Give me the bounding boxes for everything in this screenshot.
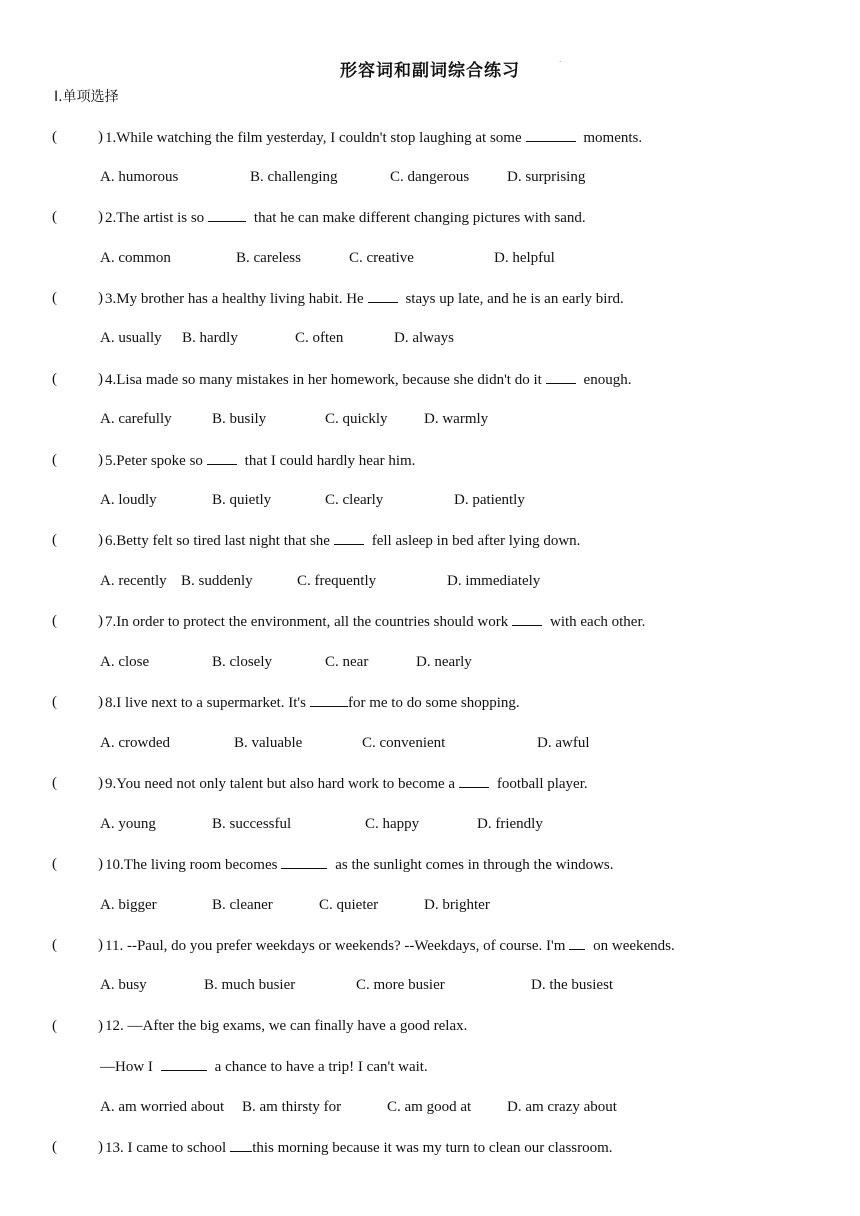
question-stem: 13. I came to school this morning because it was my turn to clean our classroom. xyxy=(105,1136,613,1159)
answer-paren-close: ) xyxy=(98,290,103,306)
option-a[interactable]: A. loudly xyxy=(100,492,157,508)
option-b[interactable]: B. am thirsty for xyxy=(242,1099,342,1115)
option-c[interactable]: C. near xyxy=(325,654,369,670)
option-d[interactable]: D. friendly xyxy=(477,816,543,832)
option-a[interactable]: A. close xyxy=(100,654,150,670)
question-10 xyxy=(0,853,860,875)
answer-paren-open: ( xyxy=(52,532,57,548)
answer-paren-close: ) xyxy=(98,452,103,468)
option-c[interactable]: C. quickly xyxy=(325,411,388,427)
option-b[interactable]: B. suddenly xyxy=(181,573,253,589)
section-heading: Ⅰ.单项选择 xyxy=(54,89,119,105)
option-a[interactable]: A. bigger xyxy=(100,897,157,913)
option-b[interactable]: B. closely xyxy=(212,654,272,670)
question-1 xyxy=(0,126,860,148)
options-2 xyxy=(0,247,860,269)
answer-paren-close: ) xyxy=(98,129,103,145)
option-c[interactable]: C. frequently xyxy=(297,573,377,589)
answer-blank[interactable] xyxy=(526,126,576,142)
answer-blank[interactable] xyxy=(230,1136,252,1152)
option-b[interactable]: B. cleaner xyxy=(212,897,273,913)
answer-paren-close: ) xyxy=(98,775,103,791)
answer-paren-open: ( xyxy=(52,290,57,306)
answer-blank[interactable] xyxy=(334,529,364,545)
options-8 xyxy=(0,732,860,754)
question-stem: 5.Peter spoke so that I could hardly hear him. xyxy=(105,449,415,472)
answer-paren-close: ) xyxy=(98,1139,103,1155)
option-d[interactable]: D. surprising xyxy=(507,169,586,185)
question-12-continuation xyxy=(0,1055,860,1077)
option-d[interactable]: D. helpful xyxy=(494,250,555,266)
answer-paren-close: ) xyxy=(98,856,103,872)
option-a[interactable]: A. busy xyxy=(100,977,147,993)
options-7 xyxy=(0,651,860,673)
question-13 xyxy=(0,1136,860,1158)
dialogue-line: —How I a chance to have a trip! I can't wait. xyxy=(100,1055,428,1078)
option-d[interactable]: D. awful xyxy=(537,735,590,751)
option-d[interactable]: D. immediately xyxy=(447,573,541,589)
answer-paren-open: ( xyxy=(52,856,57,872)
answer-paren-close: ) xyxy=(98,371,103,387)
answer-blank[interactable] xyxy=(368,287,398,303)
option-d[interactable]: D. am crazy about xyxy=(507,1099,617,1115)
option-c[interactable]: C. am good at xyxy=(387,1099,472,1115)
question-stem: 9.You need not only talent but also hard work to become a football player. xyxy=(105,772,588,795)
answer-blank[interactable] xyxy=(569,934,585,950)
option-b[interactable]: B. much busier xyxy=(204,977,296,993)
question-5 xyxy=(0,449,860,471)
option-b[interactable]: B. careless xyxy=(236,250,301,266)
question-stem: 2.The artist is so that he can make different changing pictures with sand. xyxy=(105,206,586,229)
answer-paren-open: ( xyxy=(52,129,57,145)
option-b[interactable]: B. quietly xyxy=(212,492,272,508)
option-a[interactable]: A. crowded xyxy=(100,735,170,751)
answer-paren-close: ) xyxy=(98,694,103,710)
answer-blank[interactable] xyxy=(208,206,246,222)
answer-paren-open: ( xyxy=(52,613,57,629)
option-c[interactable]: C. clearly xyxy=(325,492,384,508)
question-stem: 8.I live next to a supermarket. It's for me to do some shopping. xyxy=(105,691,520,714)
question-11 xyxy=(0,934,860,956)
option-c[interactable]: C. dangerous xyxy=(390,169,470,185)
option-b[interactable]: B. valuable xyxy=(234,735,303,751)
options-4 xyxy=(0,408,860,430)
answer-paren-open: ( xyxy=(52,209,57,225)
answer-blank[interactable] xyxy=(207,449,237,465)
option-d[interactable]: D. brighter xyxy=(424,897,490,913)
option-a[interactable]: A. usually xyxy=(100,330,162,346)
question-2 xyxy=(0,206,860,228)
question-stem: 4.Lisa made so many mistakes in her homework, because she didn't do it enough. xyxy=(105,368,631,391)
answer-paren-close: ) xyxy=(98,613,103,629)
options-9 xyxy=(0,813,860,835)
option-a[interactable]: A. common xyxy=(100,250,171,266)
answer-paren-close: ) xyxy=(98,209,103,225)
options-5 xyxy=(0,489,860,511)
question-7 xyxy=(0,610,860,632)
answer-paren-open: ( xyxy=(52,452,57,468)
answer-paren-open: ( xyxy=(52,937,57,953)
option-a[interactable]: A. young xyxy=(100,816,156,832)
option-d[interactable]: D. always xyxy=(394,330,454,346)
question-stem: 12. —After the big exams, we can finally have a good relax. xyxy=(105,1018,468,1034)
option-d[interactable]: D. the busiest xyxy=(531,977,614,993)
option-d[interactable]: D. patiently xyxy=(454,492,525,508)
options-3 xyxy=(0,327,860,349)
question-9 xyxy=(0,772,860,794)
option-c[interactable]: C. convenient xyxy=(362,735,446,751)
question-3 xyxy=(0,287,860,309)
answer-paren-close: ) xyxy=(98,1018,103,1034)
question-stem: 3.My brother has a healthy living habit. He stays up late, and he is an early bird. xyxy=(105,287,624,310)
question-stem: 10.The living room becomes as the sunlight comes in through the windows. xyxy=(105,853,614,876)
option-a[interactable]: A. carefully xyxy=(100,411,172,427)
answer-paren-close: ) xyxy=(98,532,103,548)
title-mark: · xyxy=(559,58,562,66)
answer-blank[interactable] xyxy=(281,853,327,869)
page-title: 形容词和副词综合练习 xyxy=(340,61,520,81)
options-11 xyxy=(0,974,860,996)
question-stem: 1.While watching the film yesterday, I couldn't stop laughing at some moments. xyxy=(105,126,642,149)
options-12 xyxy=(0,1096,860,1118)
question-stem: 11. --Paul, do you prefer weekdays or weekends? --Weekdays, of course. I'm on weekends. xyxy=(105,934,675,957)
option-a[interactable]: A. recently xyxy=(100,573,167,589)
answer-paren-open: ( xyxy=(52,694,57,710)
answer-paren-close: ) xyxy=(98,937,103,953)
answer-paren-open: ( xyxy=(52,1139,57,1155)
question-stem: 6.Betty felt so tired last night that she fell asleep in bed after lying down. xyxy=(105,529,580,552)
answer-blank[interactable] xyxy=(512,610,542,626)
answer-blank[interactable] xyxy=(310,691,348,707)
question-6 xyxy=(0,529,860,551)
question-4 xyxy=(0,368,860,390)
option-c[interactable]: C. happy xyxy=(365,816,420,832)
answer-blank[interactable] xyxy=(459,772,489,788)
options-6 xyxy=(0,570,860,592)
question-stem: 7.In order to protect the environment, all the countries should work with each other. xyxy=(105,610,645,633)
answer-blank[interactable] xyxy=(546,368,576,384)
answer-paren-open: ( xyxy=(52,775,57,791)
answer-blank[interactable] xyxy=(161,1055,207,1071)
option-b[interactable]: B. busily xyxy=(212,411,267,427)
answer-paren-open: ( xyxy=(52,1018,57,1034)
option-d[interactable]: D. nearly xyxy=(416,654,472,670)
option-c[interactable]: C. more busier xyxy=(356,977,445,993)
options-1 xyxy=(0,166,860,188)
option-b[interactable]: B. challenging xyxy=(250,169,338,185)
question-8 xyxy=(0,691,860,713)
option-b[interactable]: B. hardly xyxy=(182,330,238,346)
option-a[interactable]: A. am worried about xyxy=(100,1099,225,1115)
option-c[interactable]: C. creative xyxy=(349,250,414,266)
option-d[interactable]: D. warmly xyxy=(424,411,489,427)
option-c[interactable]: C. quieter xyxy=(319,897,379,913)
answer-paren-open: ( xyxy=(52,371,57,387)
options-10 xyxy=(0,894,860,916)
question-12 xyxy=(0,1015,860,1037)
option-c[interactable]: C. often xyxy=(295,330,344,346)
option-b[interactable]: B. successful xyxy=(212,816,292,832)
option-a[interactable]: A. humorous xyxy=(100,169,179,185)
